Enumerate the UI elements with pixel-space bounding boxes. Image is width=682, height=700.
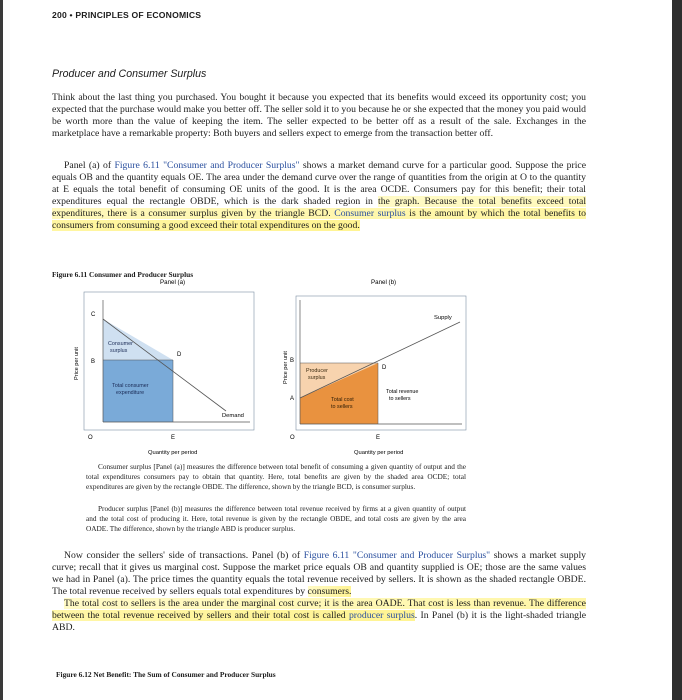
figure-6-11-link[interactable]: Figure 6.11 "Consumer and Producer Surplus" [114,160,300,171]
total-cost-label-2: to sellers [331,404,353,410]
panel-a-point-d: D [177,352,182,358]
caption-a-text: Consumer surplus [Panel (a)] measures the difference between total benefit of consuming a given quantity of output and the total expenditures consumers pay to obtain that quantity. Here, total benefits are given by the shaded area OCDE; total expenditures are given by the rectangle OBDE. The difference, shown by the triangle BCD, is consumer surplus. [86,462,466,491]
panel-b-point-a: A [290,396,295,402]
figure-6-11-link-2[interactable]: Figure 6.11 "Consumer and Producer Surplus" [303,550,491,561]
total-revenue-label-2: to sellers [389,396,411,402]
consumer-surplus-link[interactable]: Consumer surplus [334,208,406,219]
consumer-surplus-label-1: Consumer [108,341,133,347]
figure-caption-b [86,504,466,534]
panel-b-point-b: B [290,358,295,364]
producer-surplus-label-2: surplus [308,375,326,381]
demand-label: Demand [222,413,244,419]
paragraph-3-highlight-b: The total cost to sellers is the area under the marginal cost curve; it is the area OADE. That cost is less than revenue. The difference between the total revenue received by sellers and their total cost is called [52,598,586,621]
paragraph-2-middle: shows a market demand curve for a particular good. Suppose the price equals OB and the quantity equals OE. The area under the demand curve over the range of quantities from the origin at O to the quantity at E equals the total benefit of consuming OE units of the good. It is the area OCDE. Consumers pay for this benefit; their total expenditures equal the rectangle OBDE, which is the dark shaded region in [52,160,586,207]
paragraph-2-start: Panel (a) of [64,160,115,171]
figure-6-11-title: Figure 6.11 Consumer and Producer Surplus [52,270,194,279]
panel-a-origin: O [88,435,93,441]
book-title: PRINCIPLES OF ECONOMICS [75,10,202,20]
producer-surplus-link[interactable]: producer surplus [348,610,415,621]
caption-b-text: Producer surplus [Panel (b)] measures the difference between total revenue received by firms at a given quantity of output and the total cost of producing it. Here, total revenue is given by the rectangle OBDE, and total costs are given by the area OADE. The difference, shown by the triangle ABD is producer surplus. [86,504,466,533]
figure-caption-a [86,462,466,492]
panel-b-label: Panel (b) [371,279,397,286]
panel-a-x-axis-label: Quantity per period [148,450,198,456]
total-revenue-label-1: Total revenue [386,389,419,395]
paragraph-3 [52,550,586,634]
paragraph-2-highlight-a: the graph. Because the total benefits exceed total expenditures, there is a consumer surplus given by the triangle BCD. [52,196,587,219]
header-separator: • [69,10,73,20]
panel-b-x-axis-label: Quantity per period [354,450,404,456]
paragraph-1-text: Think about the last thing you purchased. You bought it because you expected that its benefits would exceed its opportunity cost; you expected that the purchase would make you better off. The seller sold it to you because he or she expected that the money you paid would be worth more than the value of keeping the item. The seller expected to be better off as a result of the sale. Exchanges in the marketplace have a remarkable property: Both buyers and sellers expect to emerge from the transaction better off. [52,92,586,139]
consumer-surplus-label-2: surplus [110,348,128,354]
panel-b-point-e: E [376,435,381,441]
figure-6-12-title: Figure 6.12 Net Benefit: The Sum of Consumer and Producer Surplus [56,670,276,679]
panel-a-point-c: C [91,312,96,318]
section-title: Producer and Consumer Surplus [52,68,207,80]
panel-b-point-d: D [382,365,387,371]
panel-a-label: Panel (a) [160,279,186,286]
paragraph-3-start: Now consider the sellers' side of transactions. Panel (b) of [64,550,304,561]
panel-a-point-b: B [91,359,96,365]
page-number: 200 [52,10,67,20]
producer-surplus-label-1: Producer [306,368,328,374]
panel-a-point-e: E [171,435,176,441]
panel-b-origin: O [290,435,295,441]
total-consumer-expenditure-label-2: expenditure [116,390,145,396]
paragraph-3-middle: shows a market supply curve; recall that it gives us marginal cost. Suppose the market price equals OB and quantity supplied is OE; those are the same values we had in Panel (a). The price times the quantity equals the total revenue received by sellers. It is shown as the shaded rectangle OBDE. The total revenue received by sellers equals total expenditures by [52,550,586,597]
panel-b-y-axis-label: Price per unit [283,351,289,384]
supply-label: Supply [434,315,452,321]
total-consumer-expenditure-label-1: Total consumer [112,383,149,389]
paragraph-2-highlight-b: is the amount by which the total benefits to consumers from consuming a good exceed their total expenditures on the good. [52,208,586,231]
paragraph-3-end: . In Panel (b) it is the light-shaded triangle ABD. [52,610,587,633]
total-cost-label-1: Total cost [331,397,354,403]
paragraph-3-highlight-a: consumers. [307,586,352,597]
panel-a-y-axis-label: Price per unit [74,347,80,380]
